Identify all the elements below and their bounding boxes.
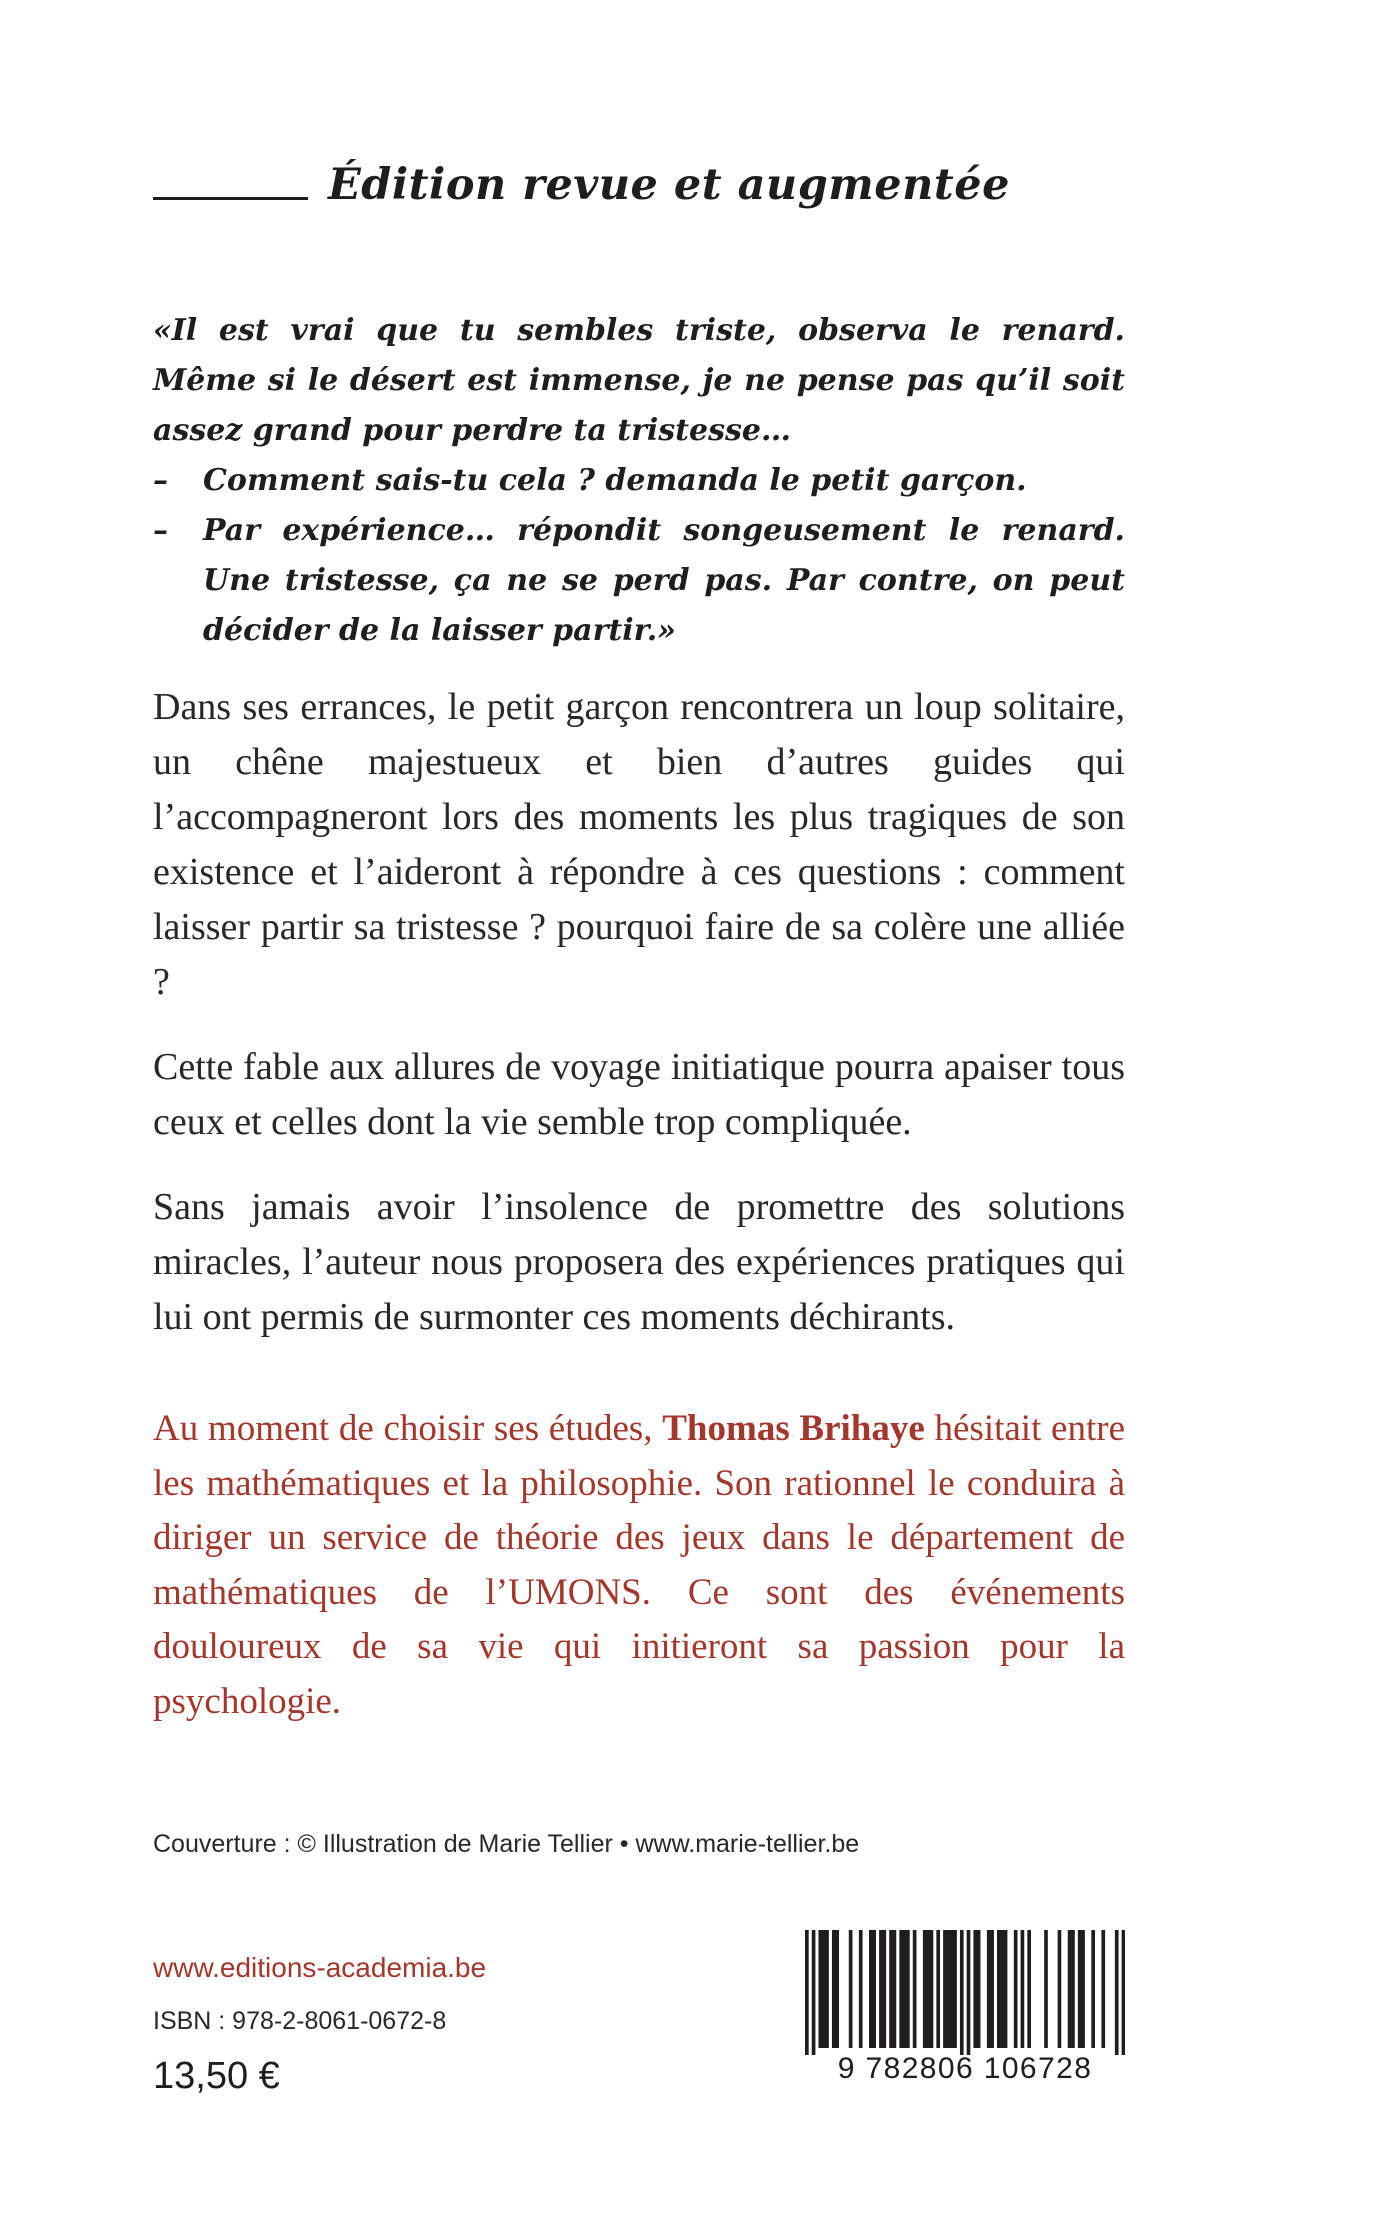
heading-rule <box>153 197 308 200</box>
barcode-bar <box>1014 1930 1018 2048</box>
barcode-bar <box>1004 1930 1008 2048</box>
bio-text: hésitait entre les mathématiques et la philosophie. Son rationnel le conduira à diriger un service de théorie des jeux dans le département de mathématiques de l’UMONS. Ce sont des événements douloureux de sa vie qui initieront sa passion pour la psychologie. <box>153 1408 1126 1722</box>
barcode-bar <box>893 1930 897 2048</box>
barcode-bar <box>1058 1930 1062 2048</box>
barcode-bar <box>1000 1930 1004 2048</box>
barcode-bar <box>1091 1930 1095 2048</box>
barcode-bar <box>977 1930 981 2048</box>
summary-paragraph: Dans ses errances, le petit garçon rencontrera un loup solitaire, un chêne majestueux et bien d’autres guides qui l’accompagneront lors des moments les plus tragiques de son existence et l’aideront à répondre à ces questions : comment laisser partir sa tristesse ? pourquoi faire de sa colère une alliée ? <box>153 686 1125 1003</box>
barcode-bar <box>1027 1930 1031 2048</box>
quote-line: «Il est vrai que tu sembles triste, observa le renard. Même si le désert est immense, je ne pense pas qu’il soit assez grand pour perdre ta tristesse… <box>153 313 1125 448</box>
dialogue-dash: – <box>153 463 168 498</box>
barcode-bar <box>950 1930 954 2048</box>
barcode-bar <box>1115 1930 1119 2055</box>
dialogue-text: Comment sais-tu cela ? demanda le petit garçon. <box>203 463 1027 498</box>
quote-dialogue-line <box>153 506 1125 656</box>
barcode-bar <box>1044 1930 1048 2048</box>
barcode-bar <box>906 1930 910 2048</box>
barcode-bar <box>1068 1930 1072 2048</box>
barcode-bars <box>805 1930 1125 2055</box>
quote-dialogue-line <box>153 456 1125 506</box>
barcode-bar <box>997 1930 1001 2048</box>
barcode-bar <box>849 1930 853 2048</box>
barcode-bar <box>990 1930 994 2048</box>
barcode-bar <box>818 1930 822 2048</box>
barcode-bar <box>805 1930 809 2055</box>
dialogue-dash: – <box>153 513 168 548</box>
barcode-bar <box>930 1930 934 2048</box>
barcode-bar <box>872 1930 876 2048</box>
barcode-bar <box>1122 1930 1125 2055</box>
barcode-bar <box>899 1930 903 2048</box>
barcode-bar <box>953 1930 957 2048</box>
barcode-bar <box>835 1930 839 2048</box>
barcode-bar <box>1101 1930 1105 2048</box>
dialogue-text: Par expérience… répondit songeusement le renard. Une tristesse, ça ne se perd pas. Par contre, on peut décider de la laisser partir.» <box>203 513 1125 648</box>
barcode-bar <box>926 1930 930 2048</box>
barcode-bar <box>882 1930 886 2048</box>
author-bio <box>153 1402 1125 1729</box>
summary-paragraph: Sans jamais avoir l’insolence de promettre des solutions miracles, l’auteur nous proposera des expériences pratiques qui lui ont permis de surmonter ces moments déchirants. <box>153 1186 1125 1338</box>
barcode-bar <box>1081 1930 1085 2048</box>
barcode-bar <box>967 1930 971 2055</box>
price: 13,50 € <box>153 2055 280 2097</box>
isbn-number: ISBN : 978-2-8061-0672-8 <box>153 2007 447 2035</box>
barcode-bar <box>869 1930 873 2048</box>
barcode-bar <box>879 1930 883 2048</box>
excerpt-quote <box>153 306 1125 656</box>
barcode-bar <box>889 1930 893 2048</box>
barcode-bar <box>859 1930 863 2048</box>
barcode-digits: 9 782806 106728 <box>837 2052 1093 2085</box>
barcode-bar <box>973 1930 977 2048</box>
barcode-bar <box>1021 1930 1025 2048</box>
bio-intro: Au moment de choisir ses études, <box>153 1408 663 1449</box>
back-cover <box>153 0 1125 2231</box>
barcode-bar <box>987 1930 991 2048</box>
edition-heading <box>153 160 1125 230</box>
barcode-bar <box>1078 1930 1082 2048</box>
summary-paragraph: Cette fable aux allures de voyage initiatique pourra apaiser tous ceux et celles dont la vie semble trop compliquée. <box>153 1046 1125 1143</box>
barcode-bar <box>825 1930 829 2048</box>
edition-title: Édition revue et augmentée <box>328 160 1010 210</box>
barcode-bar <box>822 1930 826 2048</box>
barcode-bar <box>936 1930 940 2048</box>
barcode-bar <box>960 1930 964 2055</box>
barcode-bar <box>943 1930 947 2048</box>
author-name: Thomas Brihaye <box>662 1408 925 1449</box>
barcode-bar <box>923 1930 927 2048</box>
cover-credit: Couverture : © Illustration de Marie Tellier • www.marie-tellier.be <box>153 1830 860 1858</box>
barcode-bar <box>913 1930 917 2048</box>
barcode-bar <box>1071 1930 1075 2048</box>
publisher-website[interactable]: www.editions-academia.be <box>153 1952 487 1983</box>
barcode-bar <box>946 1930 950 2048</box>
barcode-bar <box>832 1930 836 2048</box>
barcode-bar <box>903 1930 907 2048</box>
barcode <box>805 1930 1125 2095</box>
barcode-bar <box>812 1930 816 2055</box>
